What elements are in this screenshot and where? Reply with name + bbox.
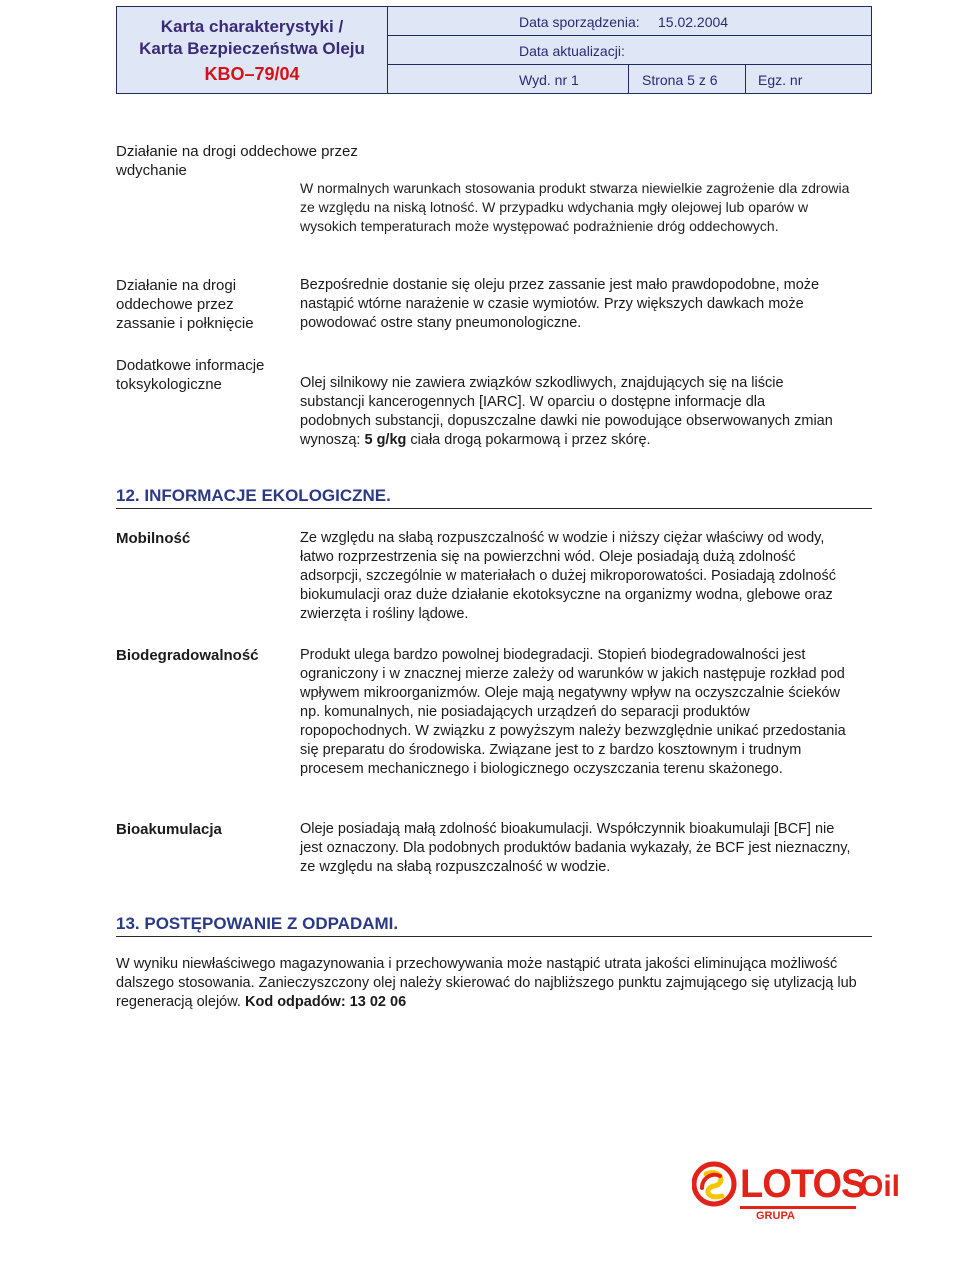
ingestion-text: Bezpośrednie dostanie się oleju przez zassanie jest mało prawdopodobne, może nastąpić wtórne narażenie w czasie wymiotów. Przy większych dawkach może powodować ostre stany pneumonologiczne.	[300, 277, 820, 331]
header-divider	[628, 65, 629, 93]
header-divider	[745, 65, 746, 93]
header-row-edition	[388, 65, 871, 93]
extra-tox-label: Dodatkowe informacje toksykologiczne	[116, 357, 265, 393]
extra-tox-text-part2: ciała drogą pokarmową i przez skórę.	[406, 432, 651, 448]
header-title-line2: Karta Bezpieczeństwa Oleju	[139, 39, 365, 58]
extra-tox-text	[300, 374, 840, 450]
biodegradability-label: Biodegradowalność	[116, 647, 259, 664]
date-created-label: Data sporządzenia:	[519, 14, 640, 30]
logo-oil-text: Oil	[860, 1170, 901, 1203]
section-12-title: 12. INFORMACJE EKOLOGICZNE.	[116, 486, 391, 505]
copy-number: Egz. nr	[758, 72, 803, 88]
section-13-rule	[116, 936, 872, 937]
date-created-value: 15.02.2004	[658, 14, 729, 30]
header-title-line1: Karta charakterystyki /	[160, 17, 344, 36]
biodegradability-text: Produkt ulega bardzo powolnej biodegradacji. Stopień biodegradowalności jest ograniczony i w znacznej mierze zależy od warunków w jakich następuje rozkład pod wpływem mikroorganizmów. Oleje mają negatywny wpływ na oczyszczalnie ścieków np. komunalnych, nie posiadających urządzeń do separacji produktów ropopochodnych. W związku z powyższym należy bezwzględnie unikać przedostania się preparatu do środowiska. Związane jest to z bardzo kosztownym i trudnym procesem mechanicznego i biologicznego oczyszczania terenu skażonego.	[300, 647, 846, 777]
mobility-label: Mobilność	[116, 530, 191, 547]
bioaccumulation-text: Oleje posiadają małą zdolność bioakumulacji. Współczynnik bioakumulaji [BCF] nie jest oznaczony. Dla podobnych produktów badania wykazały, że BCF jest nieznaczny, ze względu na słabą rozpuszczalność w wodzie.	[300, 821, 851, 875]
header-title-block	[117, 7, 388, 93]
page-number: Strona 5 z 6	[642, 72, 718, 88]
header-row-updated	[388, 36, 871, 65]
bioaccumulation-label: Bioakumulacja	[116, 821, 222, 838]
section-13-title: 13. POSTĘPOWANIE Z ODPADAMI.	[116, 914, 399, 933]
header-document-code: KBO–79/04	[204, 64, 300, 84]
logo-group-text: GRUPA	[756, 1210, 795, 1222]
waste-code: Kod odpadów: 13 02 06	[244, 994, 407, 1010]
edition-number: Wyd. nr 1	[519, 72, 579, 88]
date-updated-label: Data aktualizacji:	[519, 43, 625, 59]
document-header	[116, 6, 872, 94]
header-row-created	[388, 7, 871, 36]
dose-value: 5 g/kg	[364, 432, 407, 448]
inhalation-text: W normalnych warunkach stosowania produkt stwarza niewielkie zagrożenie dla zdrowia ze względu na niską lotność. W przypadku wdychania mgły olejowej lub oparów w wysokich temperaturach może występować podrażnienie dróg oddechowych.	[300, 180, 850, 234]
lotos-oil-logo	[692, 1160, 912, 1226]
ingestion-label: Działanie na drogi oddechowe przez zassanie i połknięcie	[116, 277, 254, 332]
inhalation-label: Działanie na drogi oddechowe przez wdychanie	[116, 143, 358, 179]
section-12-rule	[116, 508, 872, 509]
header-meta-block	[388, 7, 871, 93]
extra-tox-text-part1: Olej silnikowy nie zawiera związków szkodliwych, znajdujących się na liście substancji kancerogennych [IARC]. W oparciu o dostępne informacje dla podobnych substancji, dopuszczalne dawki nie powodujące obserwowanych zmian wynoszą:	[300, 375, 833, 448]
mobility-text: Ze względu na słabą rozpuszczalność w wodzie i niższy ciężar właściwy od wody, łatwo rozprzestrzenia się na powierzchni wód. Oleje posiadają dużą zdolność adsorpcji, szczególnie w materiałach o dużej mikroporowatości. Posiadają zdolność biokumulacji oraz duże działanie ekotoksyczne na organizmy wodna, glebowe oraz zwierzęta i rośliny lądowe.	[300, 530, 836, 622]
logo-underline	[740, 1206, 856, 1209]
waste-text	[116, 955, 876, 1012]
logo-brand-text: LOTOS	[740, 1162, 866, 1206]
waste-text-body: W wyniku niewłaściwego magazynowania i przechowywania może nastąpić utrata jakości eliminująca możliwość dalszego stosowania. Zanieczyszczony olej należy skierować do najbliższego punktu zajmującego się utylizacją lub regeneracją olejów.	[116, 956, 857, 1010]
